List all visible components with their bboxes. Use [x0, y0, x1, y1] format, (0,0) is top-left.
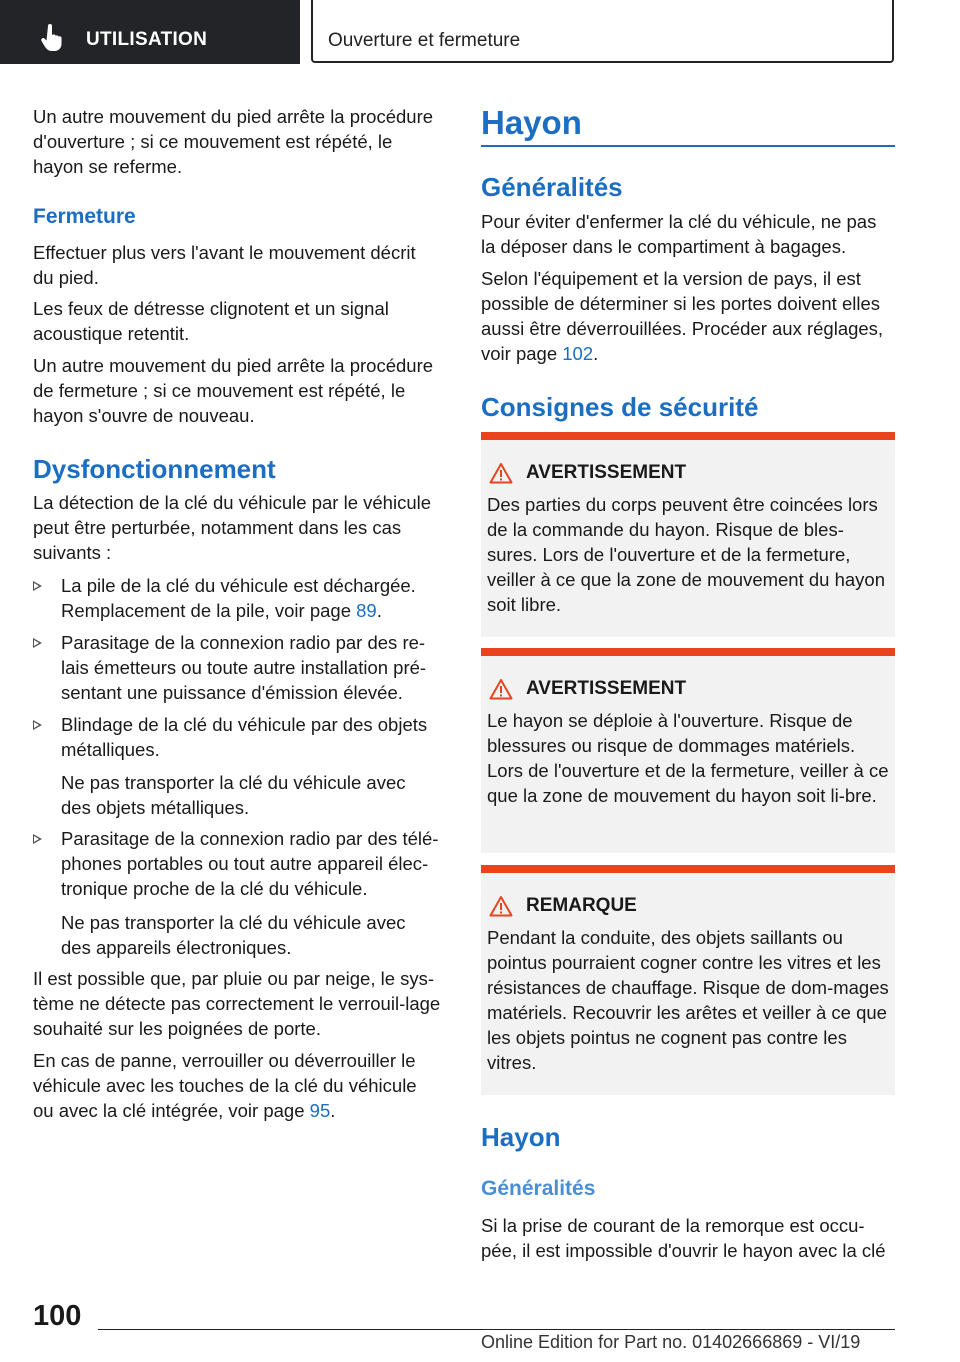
paragraph: Effectuer plus vers l'avant le mouvement décrit du pied. [33, 242, 416, 288]
warning-triangle-icon [489, 462, 513, 484]
page-link-102[interactable]: 102 [562, 343, 594, 364]
bullet-triangle-icon [33, 834, 42, 844]
box-title: AVERTISSEMENT [526, 462, 687, 483]
bullet-triangle-icon [33, 720, 42, 730]
box-title: REMARQUE [526, 895, 637, 916]
box-text: Pendant la conduite, des objets saillants ou pointus pourraient cogner contre les vitres et les résistances de chauffage. Risque de dom-mages matériels. Recouvrir les arêtes et veiller à ce que les objets pointus ne cognent pas contre les vitres. [487, 927, 889, 1073]
box-text: Des parties du corps peuvent être coincées lors de la commande du hayon. Risque de bles-sures. Lors de l'ouverture et de la fermeture, veiller à ce que la zone de mouvement du hayon soit libre. [487, 494, 886, 615]
heading-fermeture: Fermeture [33, 205, 136, 228]
list-item-text: Parasitage de la connexion radio par des télé-phones portables ou tout autre appareil élec-tronique proche de la clé du véhicule. [61, 828, 439, 899]
warning-box [481, 648, 895, 853]
warning-box [481, 432, 895, 637]
list-item-text: La pile de la clé du véhicule est déchargée. Remplacement de la pile, voir page 89. [61, 575, 416, 621]
heading-generalites: Généralités [481, 172, 623, 202]
paragraph: Un autre mouvement du pied arrête la procédure de fermeture ; si ce mouvement est répété, le hayon s'ouvre de nouveau. [33, 355, 434, 426]
chapter-label: Ouverture et fermeture [328, 30, 521, 51]
box-text: Le hayon se déploie à l'ouverture. Risque de blessures ou risque de dommages matériels. Lors de l'ouverture et de la fermeture, veiller à ce que la zone de mouvement du hayon soit li-bre. [487, 710, 889, 806]
section-label: UTILISATION [86, 29, 208, 50]
paragraph: Il est possible que, par pluie ou par neige, le sys-tème ne détecte pas correctement le verrouil-lage souhaité sur les poignées de porte. [33, 968, 441, 1039]
paragraph: Les feux de détresse clignotent et un signal acoustique retentit. [33, 298, 389, 344]
paragraph: Selon l'équipement et la version de pays, il est possible de déterminer si les portes doivent elles aussi être déverrouillées. Procéder aux réglages, voir page 102. [481, 268, 884, 364]
heading-dysfonctionnement: Dysfonctionnement [33, 454, 276, 484]
paragraph: La détection de la clé du véhicule par le véhicule peut être perturbée, notamment dans les cas suivants : [33, 492, 432, 563]
warning-triangle-icon [489, 678, 513, 700]
list-item [33, 826, 447, 966]
notice-box [481, 865, 895, 1095]
edition-info: Online Edition for Part no. 01402666869 - VI/19 [481, 1332, 861, 1352]
list-item [33, 573, 447, 625]
warning-triangle-icon [489, 895, 513, 917]
heading-generalites-2: Généralités [481, 1177, 596, 1200]
bullet-triangle-icon [33, 581, 42, 591]
list-item-text: Blindage de la clé du véhicule par des objets métalliques. [61, 714, 428, 760]
heading-hayon-2: Hayon [481, 1122, 561, 1152]
page-number: 100 [33, 1300, 82, 1332]
chapter-tab [311, 0, 894, 63]
paragraph: Si la prise de courant de la remorque est occu-pée, il est impossible d'ouvrir le hayon avec la clé [481, 1215, 886, 1261]
bullet-triangle-icon [33, 638, 42, 648]
section-tab [0, 0, 300, 64]
hand-pointer-icon [40, 24, 64, 52]
paragraph: Un autre mouvement du pied arrête la procédure d'ouverture ; si ce mouvement est répété, le hayon se referme. [33, 106, 434, 177]
page-link-89[interactable]: 89 [356, 600, 377, 621]
paragraph: En cas de panne, verrouiller ou déverrouiller le véhicule avec les touches de la clé du véhicule ou avec la clé intégrée, voir page 95. [33, 1050, 417, 1121]
page-link-95[interactable]: 95 [309, 1100, 331, 1121]
footer-rule [98, 1329, 895, 1330]
heading-hayon: Hayon [481, 104, 582, 141]
heading-consignes: Consignes de sécurité [481, 392, 759, 422]
paragraph: Pour éviter d'enfermer la clé du véhicule, ne pas la déposer dans le compartiment à bagages. [481, 211, 877, 257]
list-item-subtext: Ne pas transporter la clé du véhicule avec des objets métalliques. [61, 772, 406, 818]
heading-rule [481, 145, 895, 147]
box-title: AVERTISSEMENT [526, 678, 687, 699]
list-item [33, 712, 447, 822]
list-item-text: Parasitage de la connexion radio par des re-lais émetteurs ou toute autre installation pré-sentant une puissance d'émission élevée. [61, 632, 427, 703]
list-item [33, 630, 447, 708]
list-item-subtext: Ne pas transporter la clé du véhicule avec des appareils électroniques. [61, 912, 406, 958]
